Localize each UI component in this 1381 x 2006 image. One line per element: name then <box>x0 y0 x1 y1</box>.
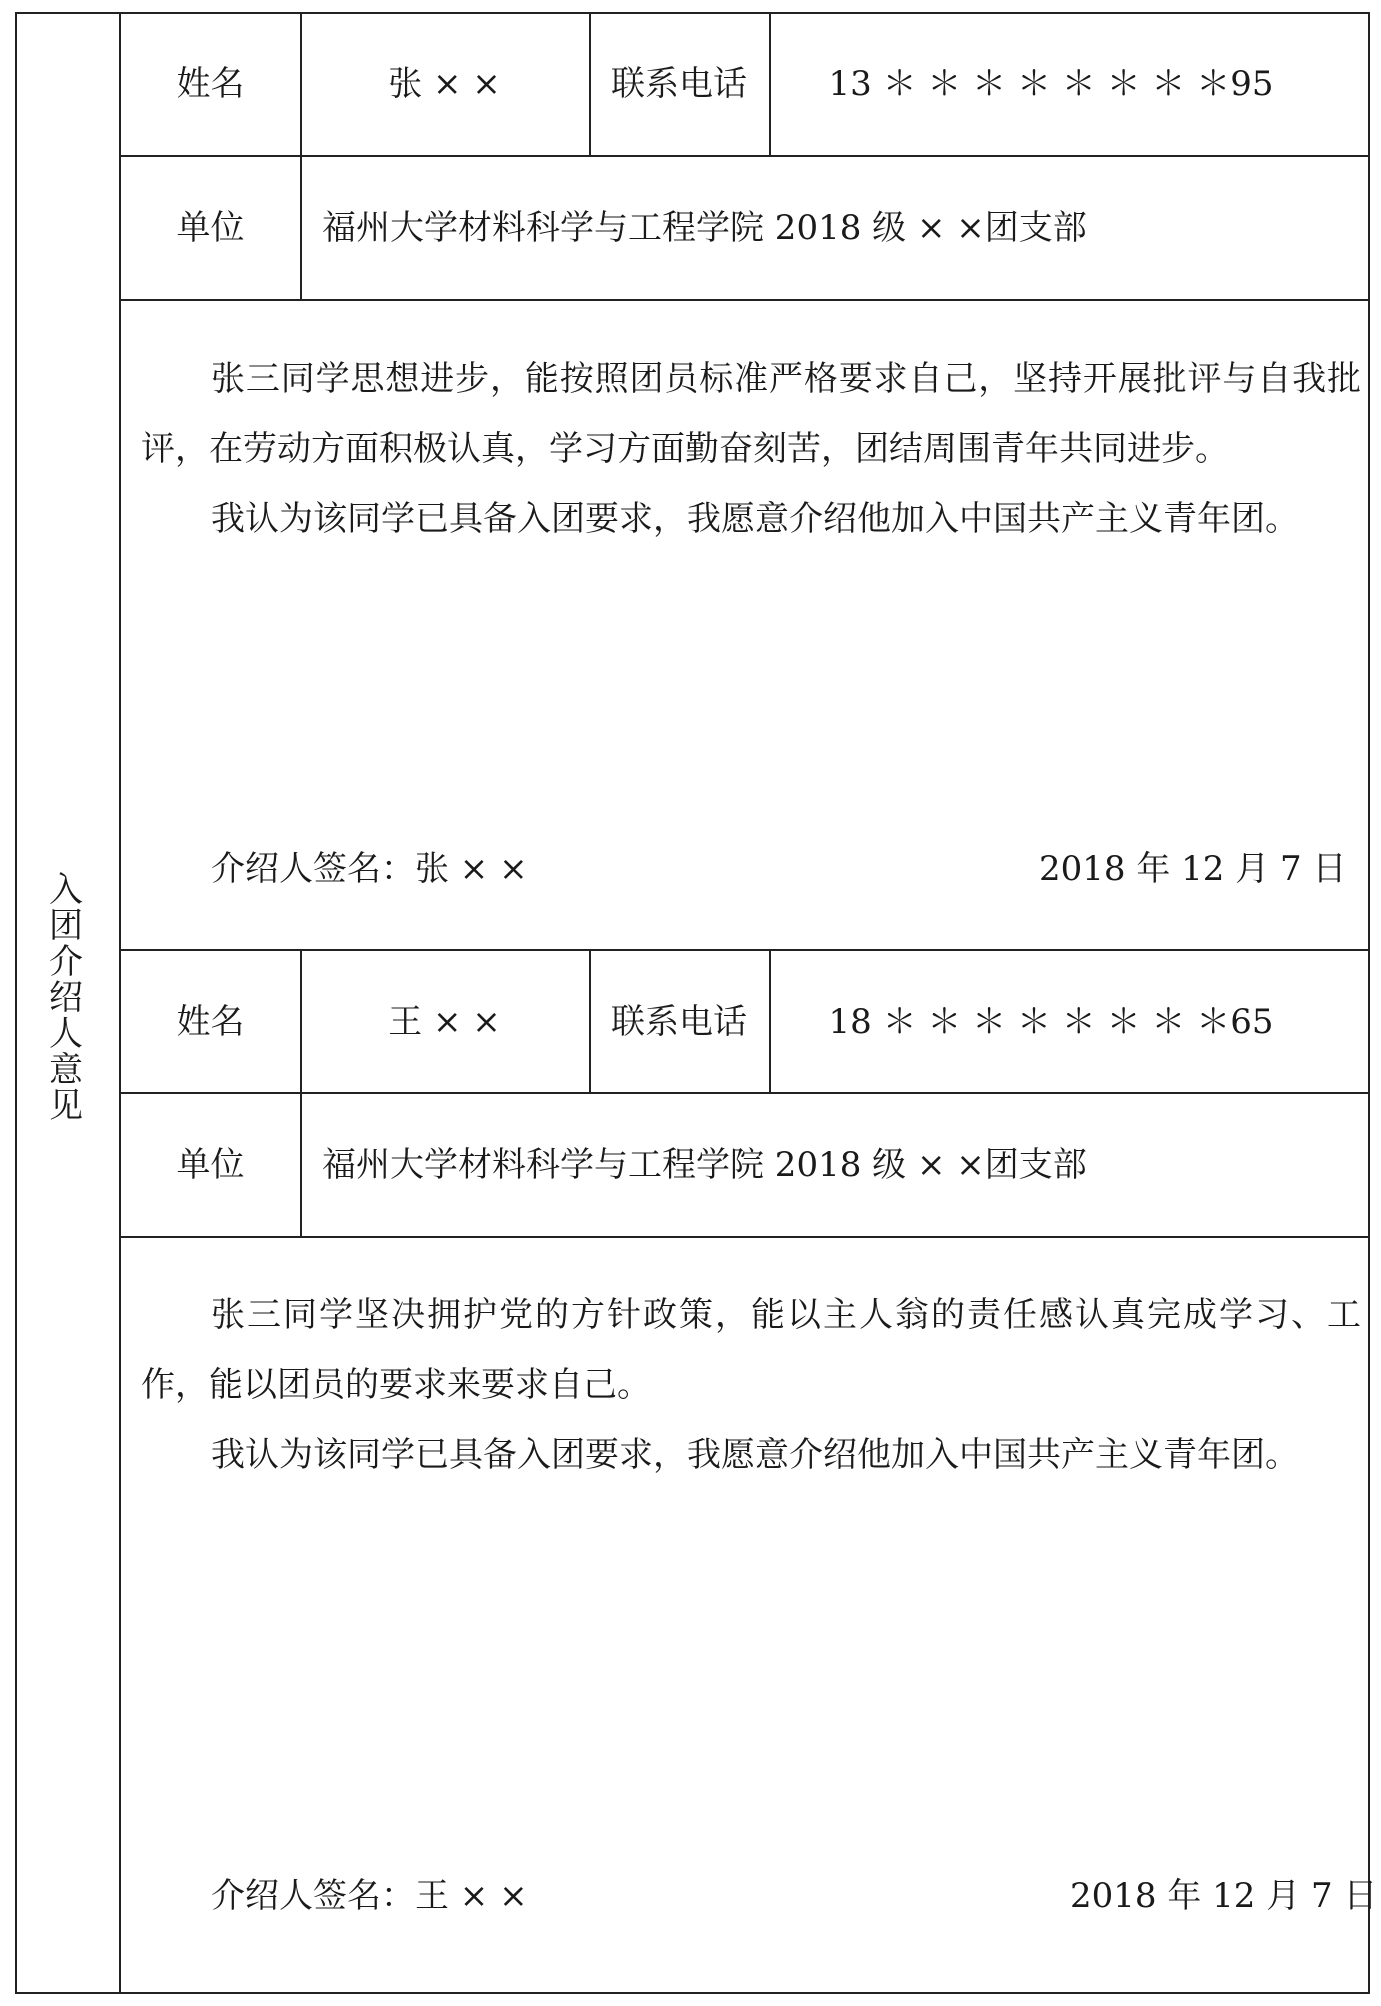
date: 2018 年 12 月 7 日 <box>1039 849 1347 889</box>
side-label <box>48 872 84 1124</box>
cell-divider <box>300 1092 302 1236</box>
signature: 介绍人签名：王 × × <box>211 1876 528 1916</box>
name-value: 王 × × <box>388 1002 501 1042</box>
unit-label: 单位 <box>176 1145 245 1185</box>
introducer-opinion-form <box>15 12 1378 1994</box>
side-label-char: 见 <box>49 1086 83 1126</box>
cell-divider <box>300 155 302 299</box>
opinion-text <box>141 344 1361 554</box>
signature: 介绍人签名：张 × × <box>211 849 528 889</box>
unit-value: 福州大学材料科学与工程学院 2018 级 × ×团支部 <box>322 208 1087 248</box>
side-label-char: 意 <box>49 1050 83 1090</box>
unit-label: 单位 <box>176 208 245 248</box>
row-divider <box>121 1092 1368 1094</box>
opinion-paragraph: 我认为该同学已具备入团要求，我愿意介绍他加入中国共产主义青年团。 <box>211 499 1299 539</box>
side-label-char: 绍 <box>49 978 83 1018</box>
side-label-char: 入 <box>49 870 83 910</box>
opinion-text <box>141 1280 1361 1490</box>
side-label-char: 人 <box>49 1014 83 1054</box>
section-divider <box>121 949 1368 951</box>
phone-value: 13 ＊ ＊ ＊ ＊ ＊ ＊ ＊ ＊95 <box>828 64 1274 104</box>
phone-label: 联系电话 <box>611 64 747 104</box>
opinion-paragraph: 张三同学坚决拥护党的方针政策，能以主人翁的责任感认真完成学习、工作，能以团员的要求来要求自己。 <box>141 1295 1361 1405</box>
name-value: 张 × × <box>388 64 501 104</box>
opinion-paragraph: 张三同学思想进步，能按照团员标准严格要求自己，坚持开展批评与自我批评，在劳动方面积极认真，学习方面勤奋刻苦，团结周围青年共同进步。 <box>141 359 1361 469</box>
opinion-paragraph: 我认为该同学已具备入团要求，我愿意介绍他加入中国共产主义青年团。 <box>211 1435 1299 1475</box>
row-divider <box>121 299 1368 301</box>
side-column <box>17 14 121 1992</box>
phone-value: 18 ＊ ＊ ＊ ＊ ＊ ＊ ＊ ＊65 <box>828 1002 1274 1042</box>
row-divider <box>121 1236 1368 1238</box>
row-divider <box>121 155 1368 157</box>
date: 2018 年 12 月 7 日 <box>1070 1876 1378 1916</box>
name-label: 姓名 <box>176 64 245 104</box>
name-label: 姓名 <box>176 1002 245 1042</box>
phone-label: 联系电话 <box>611 1002 747 1042</box>
unit-value: 福州大学材料科学与工程学院 2018 级 × ×团支部 <box>322 1145 1087 1185</box>
side-label-char: 团 <box>49 906 83 946</box>
side-label-char: 介 <box>49 942 83 982</box>
